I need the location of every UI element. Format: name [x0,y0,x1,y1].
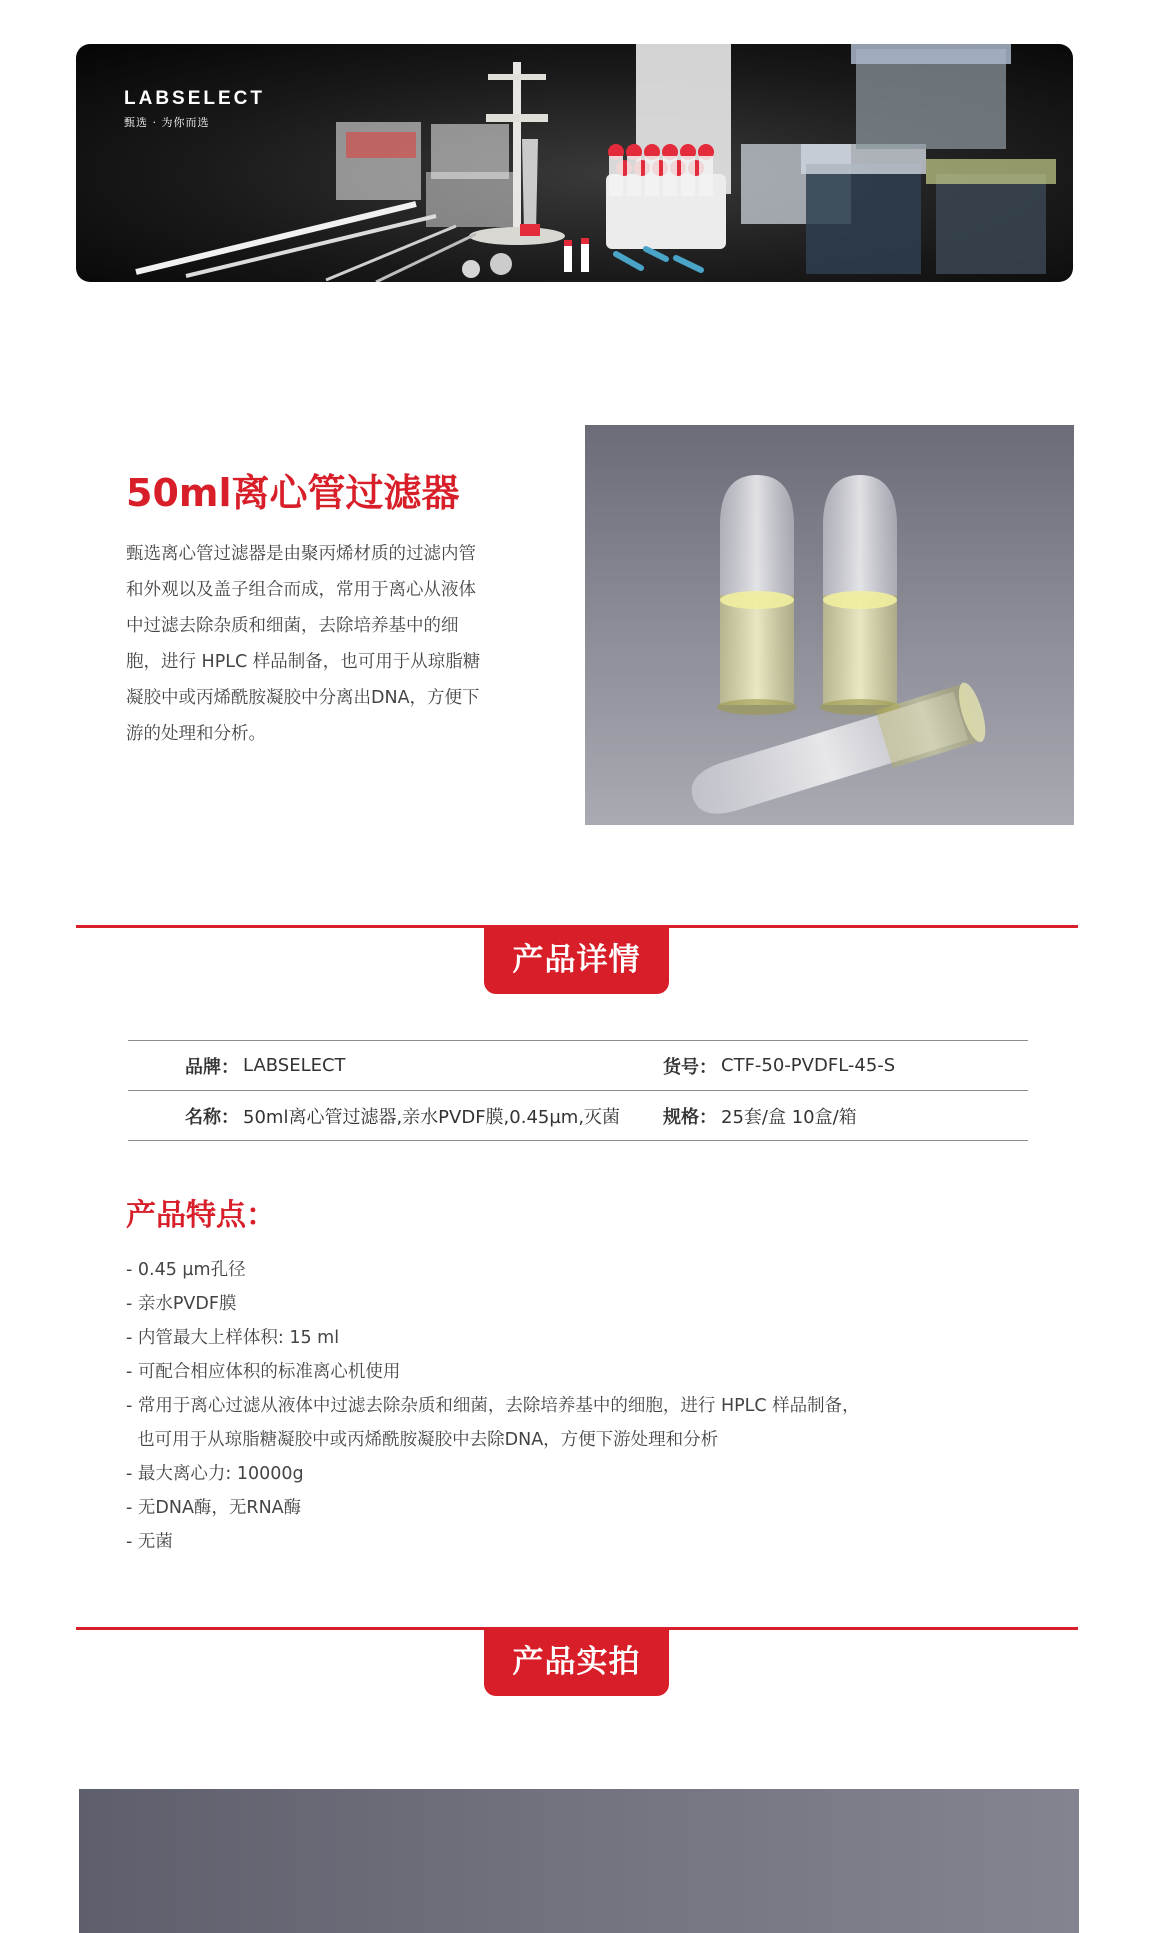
feature-item: - 可配合相应体积的标准离心机使用 [126,1362,401,1382]
brand-logo [124,88,265,130]
product-description: 甄选离心管过滤器是由聚丙烯材质的过滤内管和外观以及盖子组合而成，常用于离心从液体中过滤去除杂质和细菌，去除培养基中的细胞，进行 HPLC 样品制备，也可用于从琼脂糖凝胶中或丙烯酰胺凝胶中分离出DNA，方便下游的处理和分析。 [126,544,481,744]
feature-item: - 最大离心力: 10000g [126,1464,304,1484]
spec-value: LABSELECT [243,1041,643,1091]
spec-row [128,1091,1028,1141]
features-heading: 产品特点： [126,1198,276,1233]
lab-consumables-illustration [76,44,1073,282]
spec-key: 品牌： [128,1041,243,1091]
feature-item: - 亲水PVDF膜 [126,1294,237,1314]
product-title: 50ml离心管过滤器 [126,471,460,515]
spec-value: CTF-50-PVDFL-45-S [721,1041,1028,1091]
detail-photo [79,1789,1079,1933]
feature-item: - 无DNA酶，无RNA酶 [126,1498,302,1518]
feature-item: - 无菌 [126,1532,173,1552]
photos-section-title: 产品实拍 [484,1629,669,1696]
spec-key: 名称： [128,1091,243,1141]
details-section-title: 产品详情 [484,927,669,994]
filter-tubes-illustration [585,425,1074,825]
feature-list [126,1253,860,1559]
spec-value: 50ml离心管过滤器,亲水PVDF膜,0.45µm,灭菌 [243,1091,643,1141]
spec-row [128,1041,1028,1091]
feature-item: - 常用于离心过滤从液体中过滤去除杂质和细菌，去除培养基中的细胞，进行 HPLC 样品制备， [126,1396,860,1416]
product-photo [585,425,1074,825]
spec-value: 25套/盒 10盒/箱 [721,1091,1028,1141]
spec-key: 规格： [643,1091,721,1141]
brand-name: LABSELECT [124,88,265,109]
feature-item: 也可用于从琼脂糖凝胶中或丙烯酰胺凝胶中去除DNA，方便下游处理和分析 [126,1430,719,1450]
spec-key: 货号： [643,1041,721,1091]
feature-item: - 0.45 µm孔径 [126,1260,246,1280]
spec-table [128,1040,1028,1141]
brand-tagline: 甄选 · 为你而选 [124,116,210,129]
hero-banner [76,44,1073,282]
feature-item: - 内管最大上样体积: 15 ml [126,1328,340,1348]
